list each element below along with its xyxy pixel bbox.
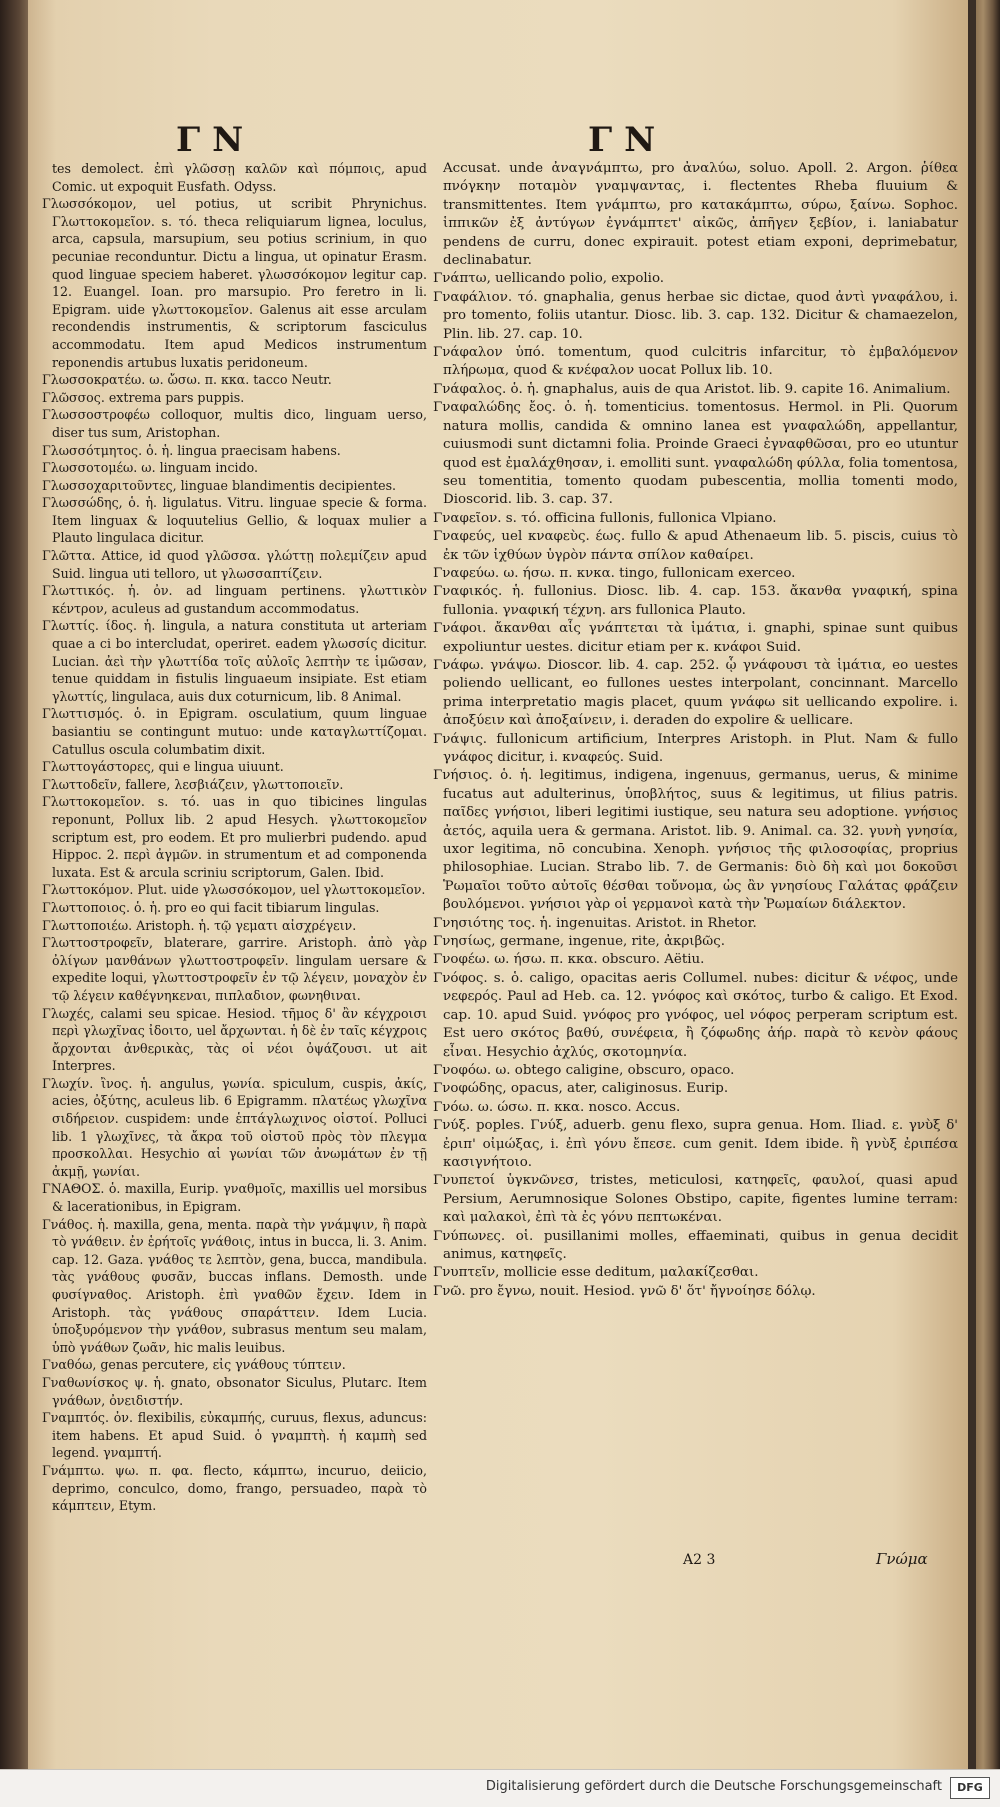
- dictionary-entry: Γνησιότης τος. ἡ. ingenuitas. Aristot. in Rhetor.: [433, 915, 757, 931]
- dictionary-entry: Γναφαλώδης ἔος. ὁ. ἡ. tomenticius. tomentosus. Hermol. in Pli. Quorum natura mollis, candida & omnino lanea est γναφαλώδη, appellantur, cuiusmodi sunt dictamni folia. Proinde Graeci ἐγναφθῶσαι, pro eo utuntur quod est ἐμαλάχθησαν, i. emolliti sunt. γναφαλώδη φύλλα, folia tomentosa, seu tomentitia, tomentο quodam pubescentia, mollia tomenti modo, Dioscorid. lib. 3. cap. 37.: [433, 400, 958, 508]
- catchword: Γνώμα: [876, 1550, 928, 1568]
- right-column: [433, 160, 958, 1301]
- dictionary-entry: Γλωττοποιέω. Aristoph. ἡ. τῷ γεματι αἰσχρέγειν.: [42, 917, 357, 933]
- dictionary-entry: ΓΝΑΘΟΣ. ὁ. maxilla, Eurip. γναθμοῖς, maxillis uel morsibus & lacerationibus, in Epigram.: [42, 1181, 427, 1215]
- dictionary-entry: Γνύπωνες. οἱ. pusillanimi molles, effaeminati, quibus in genua decidit animus, κατηφεῖς.: [433, 1228, 958, 1262]
- funding-credit: Digitalisierung gefördert durch die Deutsche Forschungsgemeinschaft: [485, 1779, 942, 1794]
- dictionary-entry: Γνυπετοί ὑγκνῶνεσ, tristes, meticulosi, κατηφεῖς, φαυλοί, quasi apud Persium, Aerumnosique Solones Obstipo, capite, figentes lumine terram: καὶ μαλακοὶ, ἐπὶ τὰ ἐς γόνυ πεπτωκέναι.: [433, 1173, 958, 1226]
- dictionary-entry: Γλῶσσος. extrema pars puppis.: [42, 389, 245, 405]
- page-fore-edge: [976, 0, 1000, 1807]
- running-head-right: ΓΝ: [588, 120, 668, 160]
- dictionary-entry: Γνήσιος. ὁ. ἡ. legitimus, indigena, ingenuus, germanus, uerus, & minime fucatus aut adulterinus, ὑποβλήτος, suus & legitimus, ut filius patris. παῖδες γνήσιοι, liberi legitimi iustique, seu natura seu adoptione. γνήσιος ἀετός, aquila uera & germana. Aristot. lib. 9. Animal. ca. 32. γυνὴ γνησία, uxor legitima, nō concubina. Xenoph. γνήσιος τῆς φιλοσοφίας, proprius philosophiae. Lucian. Strabo lib. 7. de Germanis: διὸ δὴ καὶ μοι δοκοῦσι Ῥωμαῖοι τοῦτο αὐτοῖς θέσθαι τοὔνομα, ὡς ἂν γνησίους Γαλάτας φράζειν βουλόμενοι. γνήσιοι γὰρ οἱ γερμανοὶ κατὰ τὴν Ῥωμαίων διάλεκτον.: [433, 768, 958, 913]
- dictionary-entry: Γλωσσότμητος. ὁ. ἡ. lingua praecisam habens.: [42, 442, 341, 458]
- dictionary-entry: Γλωττοκόμον. Plut. uide γλωσσόκομον, uel γλωττοκομεῖον.: [42, 882, 426, 898]
- dictionary-entry: Γλωττικός. ἡ. ὀν. ad linguam pertinens. γλωττικὸν κέντρον, aculeus ad gustandum accommodatus.: [42, 583, 427, 616]
- left-column: [42, 160, 427, 1515]
- dictionary-entry: Γλωττοποιος. ὁ. ἡ. pro eo qui facit tibiarum lingulas.: [42, 899, 380, 915]
- digitization-footer: [0, 1769, 1000, 1807]
- dictionary-entry: Γλωττίς. ίδος. ἡ. lingula, a natura constituta ut arteriam quae a ci bo intercludat, operiret. eadem γλωσσίς dicitur. Lucian. ἀεὶ τὴν γλωττίδα τοῖς αὐλοῖς λεπτὴν τε ἱμῶσαν, tenue quiddam in fistulis linguaeum insipiate. Est etiam γλωττίς, lingulaca, auis dux coturnicum, lib. 8 Animal.: [42, 618, 427, 704]
- dictionary-entry: Γνάφαλος. ὁ. ἡ. gnaphalus, auis de qua Aristot. lib. 9. capite 16. Animalium.: [433, 381, 951, 397]
- dictionary-entry: Γλωττοδεῖν, fallere, λεσβιάζειν, γλωττοποιεῖν.: [42, 776, 344, 792]
- dictionary-entry: Γλωσσοτομέω. ω. linguam incido.: [42, 460, 259, 476]
- book-page: [28, 0, 968, 1770]
- dictionary-entry: Γνυπτεῖν, mollicie esse deditum, μαλακίζεσθαι.: [433, 1265, 759, 1281]
- dictionary-entry: Γναφεύω. ω. ήσω. π. κνκα. tingo, fullonicam exerceo.: [433, 565, 796, 581]
- dictionary-entry: Γναθόω, genas percutere, εἰς γνάθους τύπτειν.: [42, 1357, 346, 1373]
- dfg-logo: DFG: [950, 1777, 990, 1799]
- dictionary-entry: Γλωττοστροφεῖν, blaterare, garrire. Aristoph. ἀπὸ γὰρ ὀλίγων μανθάνων γλωττοστροφεῖν. lingulam uersare & expedite loqui, γλωττοστροφεῖν ἐν τῷ λέγειν, μοναχὸν ἐν τῷ λέγειν καθέγνηκεναι, πιπλαδιον, φωνηθιναι.: [42, 935, 427, 1003]
- dictionary-entry: Accusat. unde ἀναγνάμπτω, pro ἀναλύω, soluo. Apoll. 2. Argon. ῥίθεα πνόγκην ποταμὸν γναμψαντας, i. flectentes Rheba fluuium & transmittentes. Item γνάμπτω, pro κατακάμπτω, σύρω, ξαίνω. Sophoc. ἱππικῶν ἐξ ἀντύγων ἐγνάμπτετ' αἰκῶς, ἀπῆγεν ξεβίον, i. laniabatur pendens de curru, donec expirauit. potest etiam exponi, deprimebatur, declinabatur.: [443, 161, 958, 269]
- dictionary-entry: Γνάφω. γνάψω. Dioscor. lib. 4. cap. 252. ᾧ γνάφουσι τὰ ἱμάτια, eo uestes poliendo uellicant, eo fullones uestes interpolant, concinnant. Marcello prima interpretatio magis placet, quum γνάφω sit uellicando expolire. i. ἀποξύειν καὶ ἀποξαίνειν, i. deraden do expolire & uellicare.: [433, 657, 958, 729]
- dictionary-entry: Γναθωνίσκος ψ. ἡ. gnato, obsonator Siculus, Plutarc. Item γνάθων, ὀνειδιστήν.: [42, 1374, 427, 1408]
- dictionary-entry: tes demolect. ἐπὶ γλῶσσῃ καλῶν καὶ πόμποις, apud Comic. ut expoquit Eusfath. Odyss.: [52, 161, 427, 194]
- dictionary-entry: Γνάφοι. ἄκανθαι αἷς γνάπτεται τὰ ἱμάτια, i. gnaphi, spinae sunt quibus expoliuntur uestes. dicitur etiam per κ. κνάφοι Suid.: [433, 621, 958, 655]
- dictionary-entry: Γλωσσοχαριτοῦντες, linguae blandimentis decipientes.: [42, 477, 397, 493]
- dictionary-entry: Γναφικός. ἡ. fullonius. Diosc. lib. 4. cap. 153. ἄκανθα γναφική, spina fullonia. γναφική τέχνη. ars fullonica Plauto.: [433, 584, 958, 618]
- dictionary-entry: Γλωττισμός. ὁ. in Epigram. osculatium, quum linguae basiantiu se contingunt mutuo: unde καταγλωττίζομαι. Catullus oscula columbatim dixit.: [42, 706, 427, 757]
- dictionary-entry: Γλωχίν. ἲνος. ἡ. angulus, γωνία. spiculum, cuspis, ἀκίς, acies, ὀξύτης, aculeus lib. 6 Epigramm. πλατέως γλωχῖνα σιδήρειον. cuspidem: unde ἑπτάγλωχινος οἰστοί. Polluci lib. 1 γλωχῖνες, τὰ ἄκρα τοῦ οἰστοῦ πρὸς τὸν πλεγμα προσκολλαι. Hesychio αἱ γωνίαι τῶν ἀνωμάτων ἐν τῇ ἀκμῇ, γωνίαι.: [42, 1075, 427, 1179]
- dictionary-entry: Γλῶττα. Attice, id quod γλῶσσα. γλώττῃ πολεμίζειν apud Suid. lingua uti telloro, ut γλωσσαπτίζειν.: [42, 548, 427, 581]
- dictionary-entry: Γλωσσόκομον, uel potius, ut scribit Phrynichus. Γλωττοκομεῖον. s. τό. theca reliquiarum lignea, loculus, arca, capsula, marsupium, seu potius scrinium, in quo pecuniae reconduntur. Dictu a lingua, ut opinatur Erasm. quod linguae speciem haberet. γλωσσόκομον legitur cap. 12. Euangel. Ioan. pro marsupio. Pro feretro in li. Epigram. uide γλωττοκομεῖον. Galenus ait esse arculam recondendis instrumentis, & scriptorum fasciculus accommodatu. Item apud Medicos instrumentum reponendis artubus luxatis peridoneum.: [42, 196, 427, 370]
- dictionary-entry: Γνόω. ω. ώσω. π. κκα. nosco. Accus.: [433, 1099, 681, 1115]
- running-head-left: ΓΝ: [176, 120, 256, 160]
- dictionary-entry: Γνάφαλον ὑπό. tomentum, quod culcitris infarcitur, τὸ ἐμβαλόμενον πλήρωμα, quod & κνέφαλον uocat Pollux lib. 10.: [433, 345, 958, 379]
- dictionary-entry: Γλωττοκομεῖον. s. τό. uas in quo tibicines lingulas reponunt, Pollux lib. 2 apud Hesych. γλωττοκομεῖον scriptum est, pro eodem. Et pro mulierbri pudendo. apud Hippoc. 2. περὶ ἀγμῶν. in strumentum et ad componenda luxata. Est & arcula scriniu scriptorum, Galen. Ibid.: [42, 794, 427, 880]
- dictionary-entry: Γλωττογάστορες, qui e lingua uiuunt.: [42, 759, 284, 775]
- dictionary-entry: Γνάψις. fullonicum artificium, Interpres Aristoph. in Plut. Nam & fullo γνάφος dicitur, i. κναφεύς. Suid.: [433, 731, 958, 765]
- dictionary-entry: Γνοφόω. ω. obtego caligine, obscuro, opaco.: [433, 1062, 735, 1078]
- dictionary-entry: Γναφεῖον. s. τό. officina fullonis, fullonica Vlpiano.: [433, 510, 777, 526]
- dictionary-entry: Γνάθος. ἡ. maxilla, gena, menta. παρὰ τὴν γνάμψιν, ἢ παρὰ τὸ γνάθειν. ἐν ἑρήτοῖς γνάθοις, intus in bucca, li. 3. Anim. cap. 12. Gaza. γνάθος τε λεπτὸν, gena, bucca, mandibula. τὰς γνάθους φυσᾶν, buccas inflans. Demosth. unde φυσίγναθος. Aristoph. ἐπὶ γναθῶν ἔχειν. Idem in Aristoph. τὰς γνάθους σπαράττειν. Idem Lucia. ὑποξυρόμενον τὴν γνάθον, subrasus mentum seu malam, ὑπὸ γνάθων ζωᾶν, hic malis leuibus.: [42, 1216, 427, 1355]
- dictionary-entry: Γλωσσοκρατέω. ω. ὤσω. π. κκα. tacco Neutr.: [42, 372, 332, 388]
- dictionary-entry: Γνησίως, germane, ingenue, rite, ἀκριβῶς.: [433, 934, 725, 950]
- dictionary-entry: Γνόφος. s. ὁ. caligo, opacitas aeris Collumel. nubes: dicitur & νέφος, unde νεφερός. Paul ad Heb. ca. 12. γνόφος καὶ σκότος, turbo & caligo. Et Exod. cap. 10. apud Suid. γνόφος pro γνόφος, uel νόφος perperam scriptum est. Est uero σκότος βαθύ, συνέφεια, ἢ ζόφωδης ἀήρ. παρὰ τὸ κενὸν φάους εἶναι. Hesychio ἀχλύς, σκοτομηνία.: [433, 970, 958, 1060]
- dictionary-entry: Γλωσσώδης, ὁ. ἡ. ligulatus. Vitru. linguae specie & forma. Item linguax & loquutelius Gellio, & loquax mulier a Plauto lingulaca dicitur.: [42, 495, 427, 546]
- dictionary-entry: Γναφάλιον. τό. gnaphalia, genus herbae sic dictae, quod ἀντὶ γναφάλου, i. pro tomento, foliis utantur. Diosc. lib. 3. cap. 132. Dicitur & chamaezelon, Plin. lib. 27. cap. 10.: [433, 289, 958, 342]
- dictionary-entry: Γνύξ. poples. Γνύξ, aduerb. genu flexo, supra genua. Hom. Iliad. ε. γνὺξ δ' ἐριπ' οἰμώξας, i. ἐπὶ γόνυ ἔπεσε. cum genit. Idem ibide. ἢ γνὺξ ἐριπέσα κασιγνήτοιο.: [433, 1118, 958, 1170]
- dictionary-entry: Γνῶ. pro ἔγνω, nouit. Hesiod. γνῶ δ' ὅτ' ἤγνοίησε δόλῳ.: [433, 1283, 816, 1299]
- dictionary-entry: Γνοφώδης, opacus, ater, caliginosus. Eurip.: [433, 1081, 729, 1097]
- dictionary-entry: Γνάπτω, uellicando polio, expolio.: [433, 271, 665, 287]
- dictionary-entry: Γνοφέω. ω. ήσω. π. κκα. obscuro. Aëtiu.: [433, 952, 705, 968]
- signature-mark: A2 3: [683, 1552, 716, 1568]
- dictionary-entry: Γνάμπτω. ψω. π. φα. flecto, κάμπτω, incuruo, deiicio, deprimo, conculco, domo, frango, persuadeo, παρὰ τὸ κάμπτειν, Etym.: [42, 1462, 427, 1514]
- dictionary-entry: Γναφεύς, uel κναφεὺς. έως. fullo & apud Athenaeum lib. 5. piscis, cuius τὸ ἐκ τῶν ἰχθύων ὑγρὸν πάντα σπίλον καθαίρει.: [433, 529, 958, 563]
- dictionary-entry: Γλωχές, calami seu spicae. Hesiod. τῆμος δ' ἂν κέγχροισι περὶ γλωχῖνας ἰδοιτο, uel ἄρχωνται. ἡ δὲ ἐν ταῖς κέγχροις ἄρχονται ἀνθερικὰς, τὰς οἱ νέοι ὀψάζουσι. ut ait Interpres.: [42, 1005, 427, 1074]
- dictionary-entry: Γλωσσοστροφέω colloquor, multis dico, linguam uerso, diser tus sum, Aristophan.: [42, 407, 427, 440]
- dictionary-entry: Γναμπτός. ὀν. flexibilis, εὐκαμπής, curuus, flexus, aduncus: item habens. Et apud Suid. ὁ γναμπτὴ. ἡ καμπὴ sed legend. γναμπτή.: [42, 1410, 427, 1461]
